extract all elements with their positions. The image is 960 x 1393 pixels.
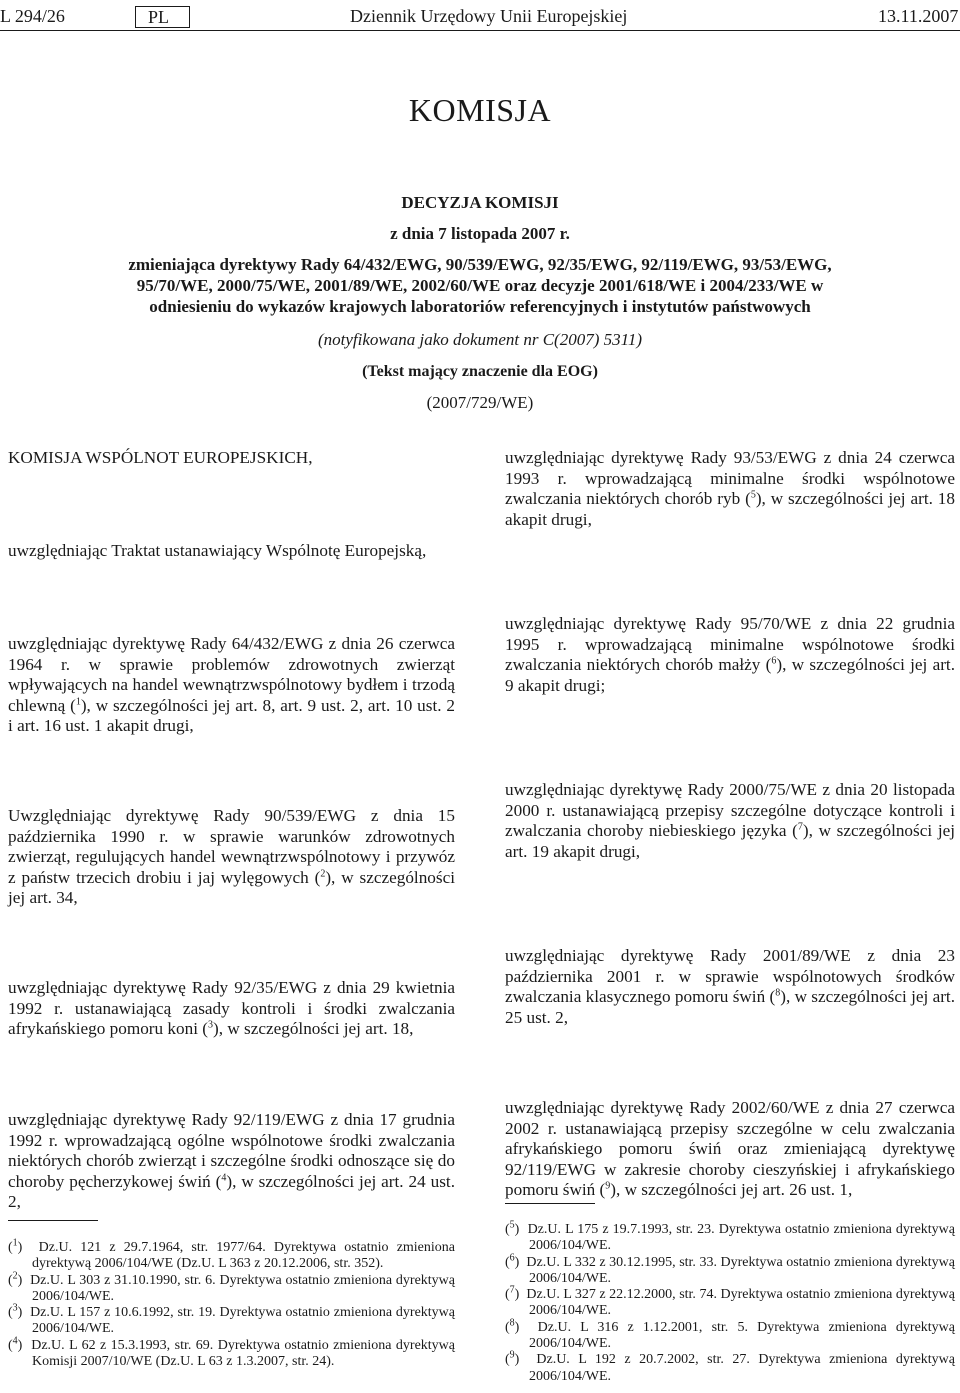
footnote-ref[interactable]: 8: [775, 987, 781, 999]
footnote-ref[interactable]: 4: [221, 1171, 227, 1183]
footnote-separator-left: [8, 1220, 98, 1221]
recital-93-53: uwzględniając dyrektywę Rady 93/53/EWG z dnia 24 czerwca 1993 r. wprowadzającą minimalne środki wspólnotowe zwalczania niektórych chorób ryb ($^5$), w szczególności jej art. 18 akapit drugi,: [505, 448, 955, 529]
journal-title: Dziennik Urzędowy Unii Europejskiej: [350, 6, 628, 26]
recital-64-432: uwzględniając dyrektywę Rady 64/432/EWG z dnia 26 czerwca 1964 r. w sprawie problemów zdrowotnych zwierząt wpływających na handel wewnątrzwspólnotowy bydłem i trzodą chlewną ($^1$), w szczególności jej art. 8, art. 9 ust. 2, art. 10 ust. 2 i art. 16 ust. 1 akapit drugi,: [8, 634, 455, 735]
decision-number: (2007/729/WE): [426, 393, 534, 412]
footnote: ($^5$) Dz.U. L 175 z 19.7.1993, str. 23. Dyrektywa ostatnio zmieniona dyrektywą 2006/104/WE.: [505, 1219, 955, 1254]
decision-subject: zmieniająca dyrektywy Rady 64/432/EWG, 90/539/EWG, 92/35/EWG, 92/119/EWG, 93/53/EWG, 95/70/WE, 2000/75/WE, 2001/89/WE, 2002/60/WE oraz decyzje 2001/618/WE i 2004/233/WE w odniesieniu do wykazów krajowych laboratoriów referencyjnych i instytutów państwowych: [128, 255, 832, 316]
footnote: ($^6$) Dz.U. L 332 z 30.12.1995, str. 33. Dyrektywa ostatnio zmieniona dyrektywą 2006/104/WE.: [505, 1251, 955, 1286]
recital-2001-89: uwzględniając dyrektywę Rady 2001/89/WE z dnia 23 października 2001 r. w sprawie wspólnotowych środków zwalczania klasycznego pomoru świń ($^8$), w szczególności jej art. 25 ust. 2,: [505, 946, 956, 1027]
recital-92-119: uwzględniając dyrektywę Rady 92/119/EWG z dnia 17 grudnia 1992 r. wprowadzającą ogólne wspólnotowe środki zwalczania niektórych chorób zwierząt i szczególne środki odnoszące się do choroby pęcherzykowej świń ($^4$), w szczególności jej art. 24 ust. 2,: [8, 1110, 455, 1211]
page-reference: L 294/26: [0, 6, 65, 26]
footnote-ref[interactable]: 1: [75, 695, 81, 707]
footnote: ($^4$) Dz.U. L 62 z 15.3.1993, str. 69. Dyrektywa ostatnio zmieniona dyrektywą Komisji 2007/10/WE (Dz.U. L 63 z 1.3.2007, str. 24).: [8, 1335, 456, 1370]
footnote: ($^3$) Dz.U. L 157 z 10.6.1992, str. 19. Dyrektywa ostatnio zmieniona dyrektywą 2006/104/WE.: [8, 1302, 455, 1337]
recital-treaty: uwzględniając Traktat ustanawiający Wspólnotę Europejską,: [8, 541, 427, 560]
publication-date: 13.11.2007: [878, 6, 959, 26]
footnote: ($^2$) Dz.U. L 303 z 31.10.1990, str. 6. Dyrektywa ostatnio zmieniona dyrektywą 2006/104/WE.: [8, 1269, 455, 1304]
decision-heading: DECYZJA KOMISJI: [401, 193, 559, 212]
footnote-ref[interactable]: 7: [797, 821, 803, 833]
section-title: KOMISJA: [408, 92, 552, 128]
footnote: ($^7$) Dz.U. L 327 z 22.12.2000, str. 74. Dyrektywa ostatnio zmieniona dyrektywą 2006/104/WE.: [505, 1284, 955, 1319]
footnotes-right: [505, 1219, 955, 1385]
recital-92-35: uwzględniając dyrektywę Rady 92/35/EWG z dnia 29 kwietnia 1992 r. ustanawiającą zasady kontroli i środki zwalczania afrykańskiego pomoru koni ($^3$), w szczególności jej art. 18,: [8, 978, 455, 1038]
recital-commission: KOMISJA WSPÓLNOT EUROPEJSKICH,: [8, 448, 313, 467]
footnote-separator-right: [505, 1203, 595, 1204]
header-rule: [0, 30, 960, 31]
language-badge: PL: [135, 6, 190, 28]
footnote-ref[interactable]: 6: [771, 655, 777, 667]
recital-2000-75: uwzględniając dyrektywę Rady 2000/75/WE z dnia 20 listopada 2000 r. ustanawiającą przepisy szczególne dotyczące kontroli i zwalczania choroby niebieskiego języka ($^7$), w szczególności jej art. 19 akapit drugi,: [505, 780, 955, 861]
footnote: ($^9$) Dz.U. L 192 z 20.7.2002, str. 27. Dyrektywa zmieniona dyrektywą 2006/104/WE.: [505, 1349, 955, 1384]
recital-2002-60: uwzględniając dyrektywę Rady 2002/60/WE z dnia 27 czerwca 2002 r. ustanawiającą przepisy szczególne w celu zwalczania afrykańskiego pomoru świń oraz zmieniającą dyrektywę 92/119/EWG w zakresie choroby cieszyńskiej i afrykańskiego pomoru świń ($^9$), w szczególności jej art. 26 ust. 1,: [505, 1098, 955, 1199]
footnote-ref[interactable]: 3: [208, 1019, 213, 1031]
footnote-ref[interactable]: 9: [605, 1180, 611, 1192]
recital-95-70: uwzględniając dyrektywę Rady 95/70/WE z dnia 22 grudnia 1995 r. wprowadzającą minimalne wspólnotowe środki zwalczania niektórych chorób małży ($^6$), w szczególności jej art. 9 akapit drugi;: [505, 614, 956, 695]
notification-line: (notyfikowana jako dokument nr C(2007) 5311): [317, 330, 643, 349]
footnote-ref[interactable]: 2: [320, 867, 326, 879]
decision-date: z dnia 7 listopada 2007 r.: [390, 224, 570, 243]
footnote-ref[interactable]: 5: [750, 489, 756, 501]
recital-90-539: Uwzględniając dyrektywę Rady 90/539/EWG z dnia 15 października 1990 r. w sprawie warunków zdrowotnych zwierząt, regulujących handel wewnątrzwspólnotowy i przywóz z państw trzecich drobiu i jaj wylęgowych ($^2$), w szczególności jej art. 34,: [8, 806, 455, 907]
footnotes-left: [8, 1237, 456, 1370]
footnote: ($^8$) Dz.U. L 316 z 1.12.2001, str. 5. Dyrektywa zmieniona dyrektywą 2006/104/WE.: [505, 1317, 955, 1352]
footnote: ($^1$) Dz.U. 121 z 29.7.1964, str. 1977/64. Dyrektywa ostatnio zmieniona dyrektywą 2006/104/WE (Dz.U. L 363 z 20.12.2006, str. 352).: [8, 1237, 456, 1272]
eea-relevance: (Tekst mający znaczenie dla EOG): [362, 363, 598, 380]
